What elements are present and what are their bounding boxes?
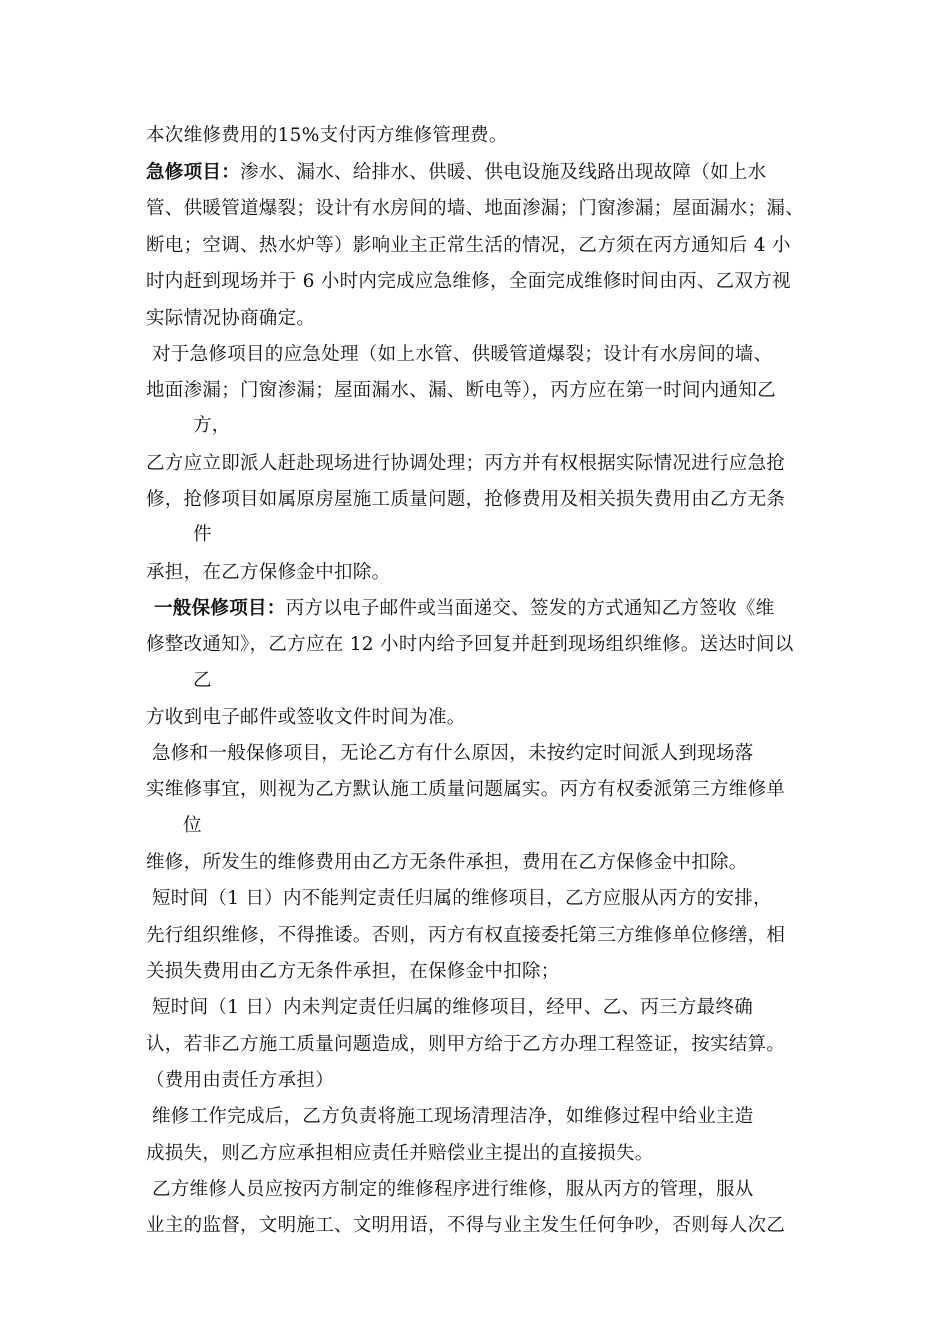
line-text: 对于急修项目的应急处理（如上水管、供暖管道爆裂；设计有水房间的墙、 xyxy=(152,344,773,365)
text-line xyxy=(152,996,753,1020)
text-line xyxy=(146,124,508,148)
line-text: 方， xyxy=(193,415,231,436)
text-line xyxy=(146,1142,654,1166)
text-line xyxy=(152,1105,754,1129)
line-text: 管、供暖管道爆裂；设计有水房间的墙、地面渗漏；门窗渗漏；屋面漏水；漏、 xyxy=(146,198,805,219)
line-text: 断电；空调、热水炉等）影响业主正常生活的情况，乙方须在丙方通知后 4 小 xyxy=(146,235,791,256)
text-line xyxy=(146,197,804,221)
line-text: 短时间（1 日）内不能判定责任归属的维修项目，乙方应服从丙方的安排， xyxy=(152,888,772,909)
line-text: 关损失费用由乙方无条件承担，在保修金中扣除； xyxy=(146,961,560,982)
text-line xyxy=(146,452,785,476)
line-text: 丙方以电子邮件或当面递交、签发的方式通知乙方签收《维 xyxy=(285,598,775,619)
line-text: 乙方应立即派人赶赴现场进行协调处理；丙方并有权根据实际情况进行应急抢 xyxy=(146,453,786,474)
line-text: 成损失，则乙方应承担相应责任并赔偿业主提出的直接损失。 xyxy=(146,1143,654,1164)
line-text: 本次维修费用的15%支付丙方维修管理费。 xyxy=(146,125,508,146)
text-line xyxy=(193,414,231,438)
text-line xyxy=(146,778,785,802)
text-line xyxy=(146,1214,785,1238)
line-text: 位 xyxy=(183,815,202,836)
line-text: 修，抢修项目如属原房屋施工质量问题，抢修费用及相关损失费用由乙方无条 xyxy=(146,489,786,510)
line-text: 实际情况协商确定。 xyxy=(146,308,316,329)
text-line xyxy=(146,307,315,331)
line-text: 地面渗漏；门窗渗漏；屋面漏水、漏、断电等），丙方应在第一时间内通知乙 xyxy=(146,380,776,401)
text-line xyxy=(146,960,560,984)
line-text: 时内赶到现场并于 6 小时内完成应急维修，全面完成维修时间由丙、乙双方视 xyxy=(146,271,791,292)
text-line xyxy=(146,379,776,403)
line-text: 维修，所发生的维修费用由乙方无条件承担，费用在乙方保修金中扣除。 xyxy=(146,852,748,873)
text-line xyxy=(146,1069,334,1093)
line-text: 乙 xyxy=(193,670,212,691)
line-text: 业主的监督，文明施工、文明用语，不得与业主发生任何争吵，否则每人次乙 xyxy=(146,1215,786,1236)
text-line xyxy=(146,1033,785,1057)
text-line xyxy=(152,1178,754,1202)
line-text: 实维修事宜，则视为乙方默认施工质量问题属实。丙方有权委派第三方维修单 xyxy=(146,779,786,800)
line-text: 承担，在乙方保修金中扣除。 xyxy=(146,562,391,583)
line-text: 方收到电子邮件或签收文件时间为准。 xyxy=(146,707,466,728)
text-line xyxy=(146,161,766,185)
line-text: 修整改通知》，乙方应在 12 小时内给予回复并赶到现场组织维修。送达时间以 xyxy=(146,634,794,655)
text-line xyxy=(152,343,772,367)
line-text: 件 xyxy=(193,524,212,545)
text-line xyxy=(146,851,748,875)
text-line xyxy=(146,270,791,294)
text-line xyxy=(183,814,202,838)
text-line xyxy=(154,597,774,621)
text-line xyxy=(152,742,754,766)
line-text: 先行组织维修，不得推诿。否则，丙方有权直接委托第三方维修单位修缮，相 xyxy=(146,925,786,946)
text-line xyxy=(146,234,791,258)
section-heading-general-repair: 一般保修项目： xyxy=(154,598,286,619)
text-line xyxy=(146,633,794,657)
text-line xyxy=(193,523,212,547)
line-text: 短时间（1 日）内未判定责任归属的维修项目，经甲、乙、丙三方最终确 xyxy=(152,997,754,1018)
line-text: 维修工作完成后，乙方负责将施工现场清理洁净，如维修过程中给业主造 xyxy=(152,1106,754,1127)
text-line xyxy=(146,924,785,948)
line-text: （费用由责任方承担） xyxy=(146,1070,335,1091)
text-line xyxy=(152,887,772,911)
text-line xyxy=(193,669,212,693)
text-line xyxy=(146,488,785,512)
text-line xyxy=(146,706,466,730)
line-text: 认，若非乙方施工质量问题造成，则甲方给于乙方办理工程签证，按实结算。 xyxy=(146,1034,786,1055)
section-heading-urgent-repair: 急修项目： xyxy=(146,162,241,183)
line-text: 渗水、漏水、给排水、供暖、供电设施及线路出现故障（如上水 xyxy=(240,162,767,183)
line-text: 急修和一般保修项目，无论乙方有什么原因，未按约定时间派人到现场落 xyxy=(152,743,754,764)
text-line xyxy=(146,561,390,585)
line-text: 乙方维修人员应按丙方制定的维修程序进行维修，服从丙方的管理，服从 xyxy=(152,1179,754,1200)
